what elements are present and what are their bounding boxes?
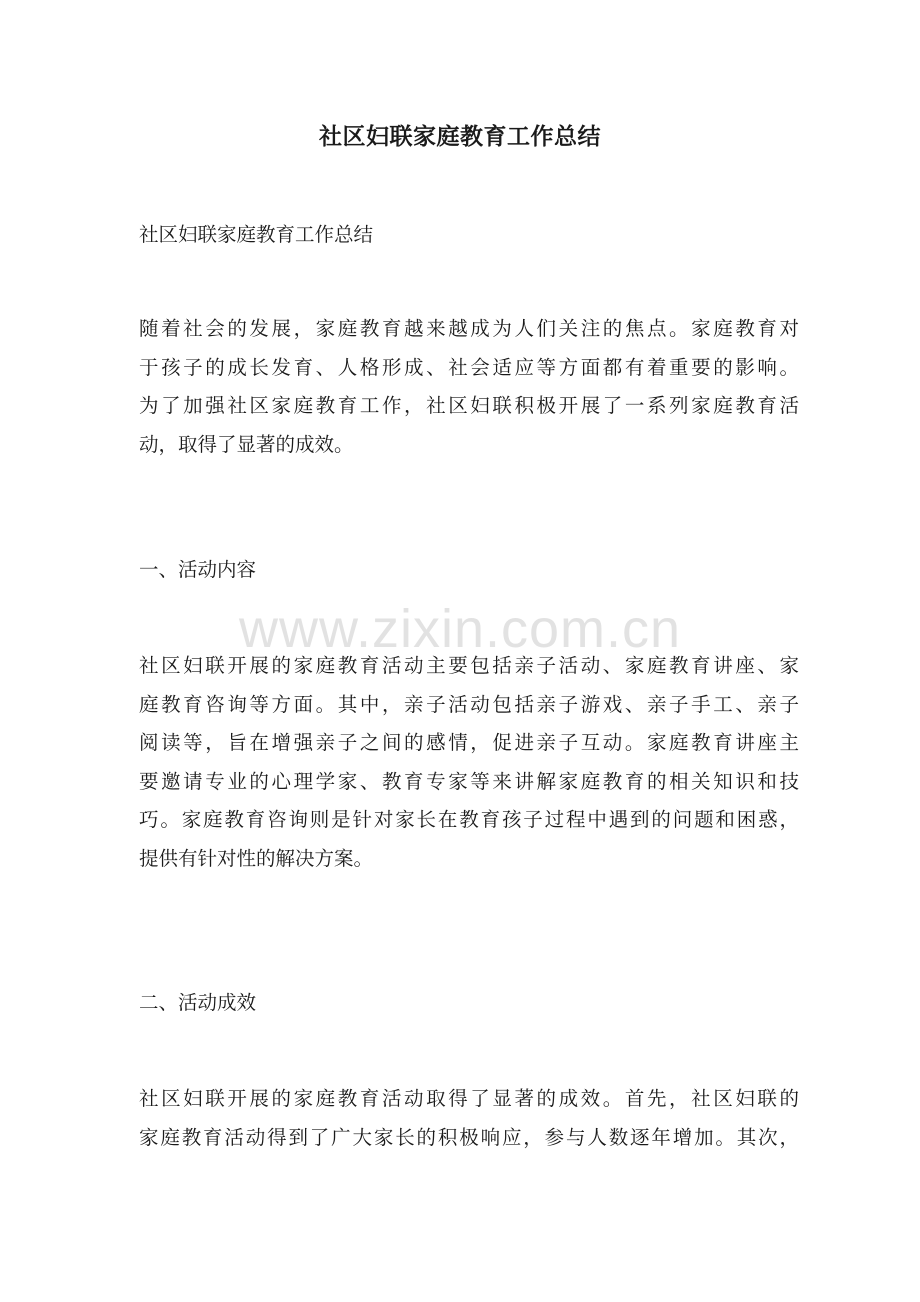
paragraph-line: 阅读等，旨在增强亲子之间的感情，促进亲子互动。家庭教育讲座主 xyxy=(139,731,799,754)
section-heading-content xyxy=(139,551,799,590)
paragraph-activity-results xyxy=(139,1080,799,1157)
paragraph-line: 提供有针对性的解决方案。 xyxy=(139,846,374,870)
paragraph-line: 社区妇联开展的家庭教育活动取得了显著的成效。首先，社区妇联的 xyxy=(139,1087,799,1110)
paragraph-line: 社区妇联开展的家庭教育活动主要包括亲子活动、家庭教育讲座、家 xyxy=(139,654,799,677)
paragraph-line: 随着社会的发展，家庭教育越来越成为人们关注的焦点。家庭教育对 xyxy=(139,317,799,340)
section-heading-text: 二、活动成效 xyxy=(139,991,257,1014)
subtitle-text: 社区妇联家庭教育工作总结 xyxy=(139,223,374,246)
paragraph-line: 为了加强社区家庭教育工作，社区妇联积极开展了一系列家庭教育活 xyxy=(139,394,799,417)
paragraph-line: 庭教育咨询等方面。其中，亲子活动包括亲子游戏、亲子手工、亲子 xyxy=(139,692,799,716)
paragraph-activity-content xyxy=(139,647,799,878)
paragraph-line: 家庭教育活动得到了广大家长的积极响应，参与人数逐年增加。其次， xyxy=(139,1125,799,1149)
section-heading-results xyxy=(139,984,799,1023)
paragraph-line: 动，取得了显著的成效。 xyxy=(139,432,354,456)
paragraph-line: 要邀请专业的心理学家、教育专家等来讲解家庭教育的相关知识和技 xyxy=(139,769,799,793)
paragraph-line: 于孩子的成长发育、人格形成、社会适应等方面都有着重要的影响。 xyxy=(139,355,799,379)
section-heading-text: 一、活动内容 xyxy=(139,558,257,581)
paragraph-line: 巧。家庭教育咨询则是针对家长在教育孩子过程中遇到的问题和困惑， xyxy=(139,808,799,831)
watermark: www.zixin.com.cn xyxy=(238,599,682,659)
document-subtitle xyxy=(139,216,799,255)
document-title: 社区妇联家庭教育工作总结 xyxy=(319,123,601,150)
paragraph-intro xyxy=(139,310,799,464)
